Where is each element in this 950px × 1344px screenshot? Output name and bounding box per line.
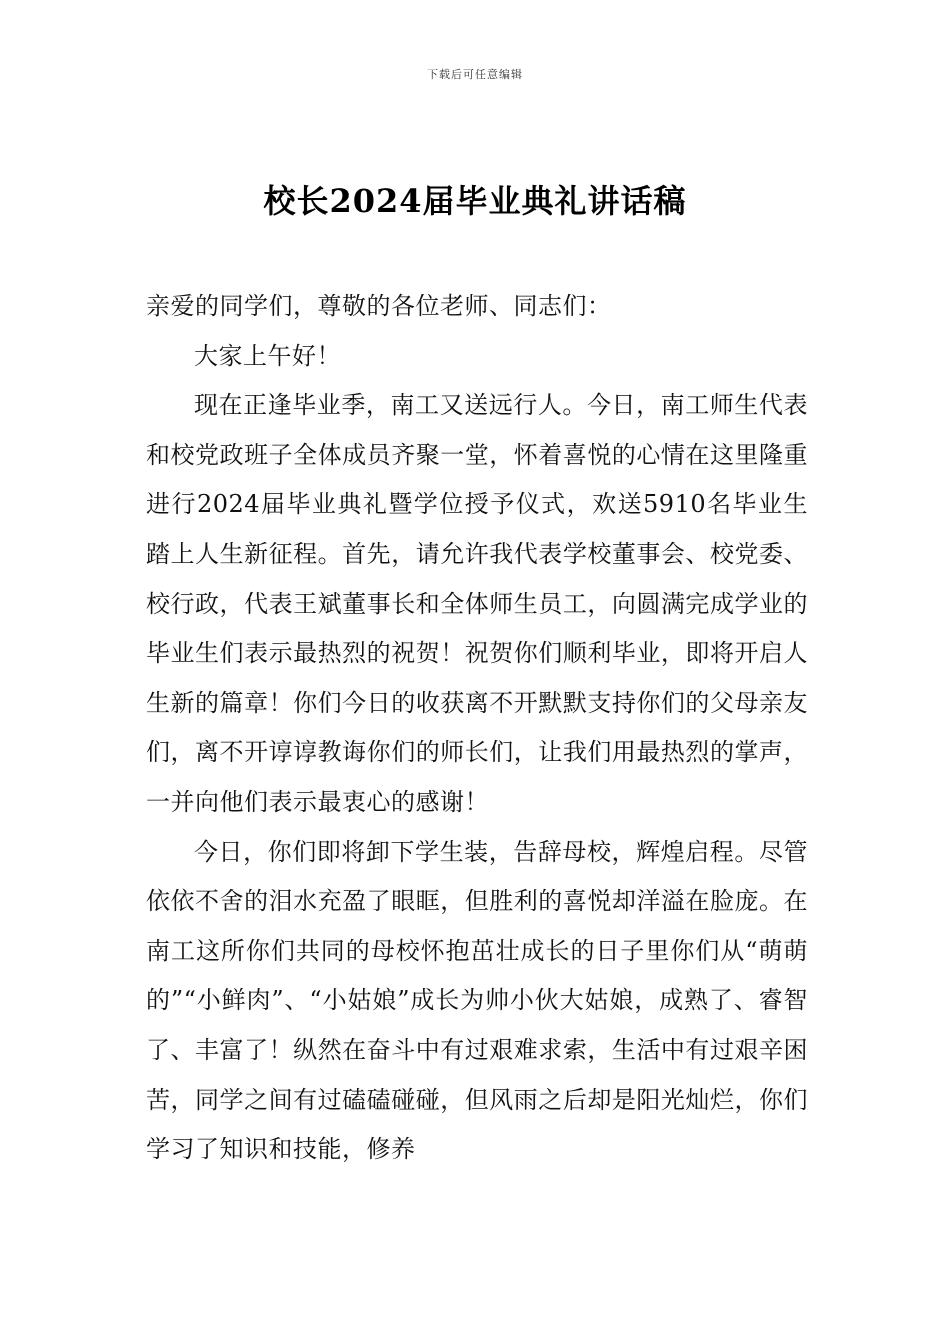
paragraph: 今日，你们即将卸下学生装，告辞母校，辉煌启程。尽管依依不舍的泪水充盈了眼眶，但胜利的喜悦却洋溢在脸庞。在南工这所你们共同的母校怀抱茁壮成长的日子里你们从“萌萌的”“小鲜肉”、“小姑娘”成长为帅小伙大姑娘，成熟了、睿智了、丰富了！纵然在奋斗中有过艰难求索，生活中有过艰辛困苦，同学之间有过磕磕碰碰，但风雨之后却是阳光灿烂，你们学习了知识和技能，修养 bbox=[146, 837, 808, 1164]
document-title: 校长2024届毕业典礼讲话稿 bbox=[263, 182, 687, 220]
salutation: 亲爱的同学们，尊敬的各位老师、同志们： bbox=[146, 292, 612, 320]
header-note: 下载后可任意编辑 bbox=[427, 68, 523, 81]
document-body bbox=[146, 282, 808, 1175]
greeting: 大家上午好！ bbox=[194, 341, 341, 370]
paragraph: 现在正逢毕业季，南工又送远行人。今日，南工师生代表和校党政班子全体成员齐聚一堂，怀着喜悦的心情在这里隆重进行2024届毕业典礼暨学位授予仪式，欢送5910名毕业生踏上人生新征程。首先，请允许我代表学校董事会、校党委、校行政，代表王斌董事长和全体师生员工，向圆满完成学业的毕业生们表示最热烈的祝贺！祝贺你们顺利毕业，即将开启人生新的篇章！你们今日的收获离不开默默支持你们的父母亲友们，离不开谆谆教诲你们的师长们，让我们用最热烈的掌声，一并向他们表示最衷心的感谢！ bbox=[146, 391, 808, 816]
